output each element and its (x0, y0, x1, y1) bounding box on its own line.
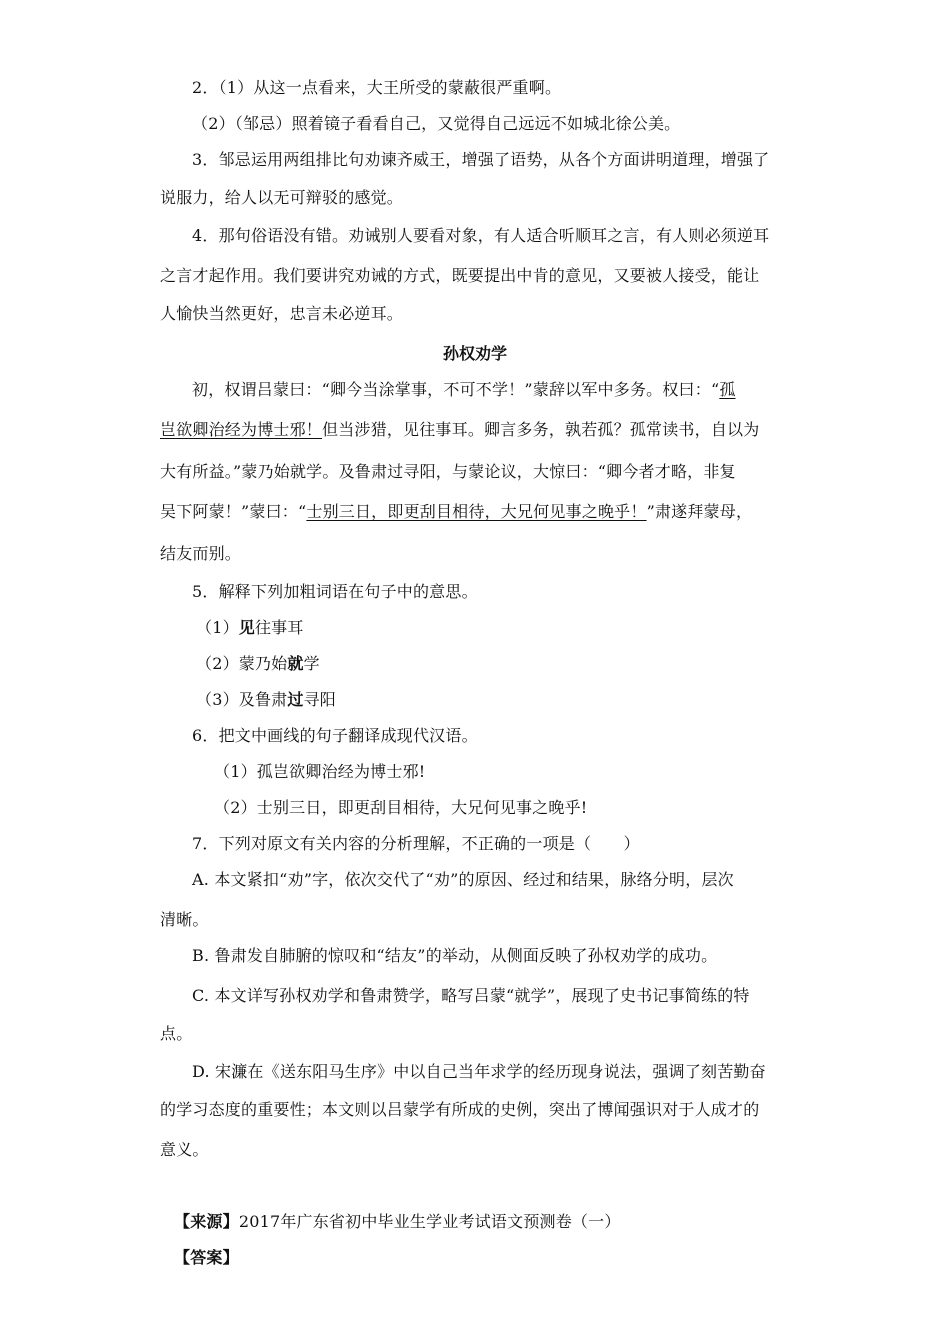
source-line (174, 1212, 621, 1232)
option-d-line-1: D. 宋濂在《送东阳马生序》中以自己当年求学的经历现身说法，强调了刻苦勤奋 (192, 1062, 766, 1081)
q5-item-2-bold-word: 就 (287, 654, 304, 673)
option-a-line-1: A. 本文紧扣“劝”字，依次交代了“劝”的原因、经过和结果，脉络分明，层次 (192, 870, 734, 889)
passage-underline-1b: 岂欲卿治经为博士邪！ (160, 420, 323, 439)
passage-line-2 (160, 420, 759, 440)
q5-item-1-bold-word: 见 (238, 618, 255, 637)
q5-item-1-prefix: （1） (196, 618, 239, 637)
answer-2-1: 2．（1）从这一点看来，大王所受的蒙蔽很严重啊。 (192, 78, 562, 97)
passage-line-4-tail: ”肃遂拜蒙母， (646, 502, 753, 521)
option-c-line-2: 点。 (160, 1024, 193, 1043)
answer-4-line-3: 人愉快当然更好，忠言未必逆耳。 (160, 304, 404, 323)
q5-item-2-suffix: 学 (303, 654, 320, 673)
q5-item-1-suffix: 往事耳 (254, 618, 304, 637)
q5-item-3-suffix: 寻阳 (303, 690, 336, 709)
q5-item-2-prefix: （2）蒙乃始 (196, 654, 288, 673)
source-label: 【来源】 (174, 1212, 239, 1231)
q5-item-3-bold-word: 过 (287, 690, 304, 709)
question-7-stem: 7．下列对原文有关内容的分析理解，不正确的一项是（ ） (192, 834, 640, 853)
passage-underline-2: 士别三日，即更刮目相待，大兄何见事之晚乎！ (306, 502, 647, 521)
q5-item-3-prefix: （3）及鲁肃 (196, 690, 288, 709)
question-5-item-3 (196, 690, 336, 710)
passage-line-1 (192, 380, 736, 400)
option-a-line-2: 清晰。 (160, 910, 209, 929)
question-6-item-1: （1）孤岂欲卿治经为博士邪! (214, 762, 426, 781)
passage-line-3: 大有所益。”蒙乃始就学。及鲁肃过寻阳，与蒙论议，大惊曰：“卿今者才略，非复 (160, 462, 736, 481)
passage-title: 孙权劝学 (442, 344, 507, 363)
option-d-line-2: 的学习态度的重要性；本文则以吕蒙学有所成的史例，突出了博闻强识对于人成才的 (160, 1100, 760, 1119)
passage-line-5: 结友而别。 (160, 544, 242, 563)
passage-line-4-text: 吴下阿蒙！”蒙曰：“ (160, 502, 307, 521)
passage-line-4 (160, 502, 752, 522)
answer-2-2: （2）（邹忌）照着镜子看看自己，又觉得自己远远不如城北徐公美。 (192, 114, 681, 133)
option-d-line-3: 意义。 (160, 1140, 209, 1159)
passage-line-2-text: 但当涉猎，见往事耳。卿言多务，孰若孤？孤常读书，自以为 (322, 420, 760, 439)
passage-line-1-text: 初，权谓吕蒙曰：“卿今当涂掌事，不可不学！”蒙辞以军中多务。权曰：“ (192, 380, 720, 399)
passage-underline-1a: 孤 (719, 380, 736, 399)
question-6-item-2: （2）士别三日，即更刮目相待，大兄何见事之晚乎! (214, 798, 588, 817)
answer-label: 【答案】 (174, 1248, 239, 1267)
answer-4-line-1: 4．那句俗语没有错。劝诫别人要看对象，有人适合听顺耳之言，有人则必须逆耳 (192, 226, 770, 245)
question-5-item-2 (196, 654, 320, 674)
question-5-item-1 (196, 618, 304, 638)
question-5-stem: 5．解释下列加粗词语在句子中的意思。 (192, 582, 478, 601)
answer-4-line-2: 之言才起作用。我们要讲究劝诫的方式，既要提出中肯的意见，又要被人接受，能让 (160, 266, 760, 285)
option-c-line-1: C. 本文详写孙权劝学和鲁肃赞学，略写吕蒙“就学”，展现了史书记事简练的特 (192, 986, 750, 1005)
option-b: B. 鲁肃发自肺腑的惊叹和“结友”的举动，从侧面反映了孙权劝学的成功。 (192, 946, 718, 965)
source-text: 2017年广东省初中毕业生学业考试语文预测卷（一） (238, 1212, 621, 1231)
question-6-stem: 6．把文中画线的句子翻译成现代汉语。 (192, 726, 478, 745)
answer-3-line-1: 3．邹忌运用两组排比句劝谏齐威王，增强了语势，从各个方面讲明道理，增强了 (192, 150, 770, 169)
answer-3-line-2: 说服力，给人以无可辩驳的感觉。 (160, 188, 404, 207)
